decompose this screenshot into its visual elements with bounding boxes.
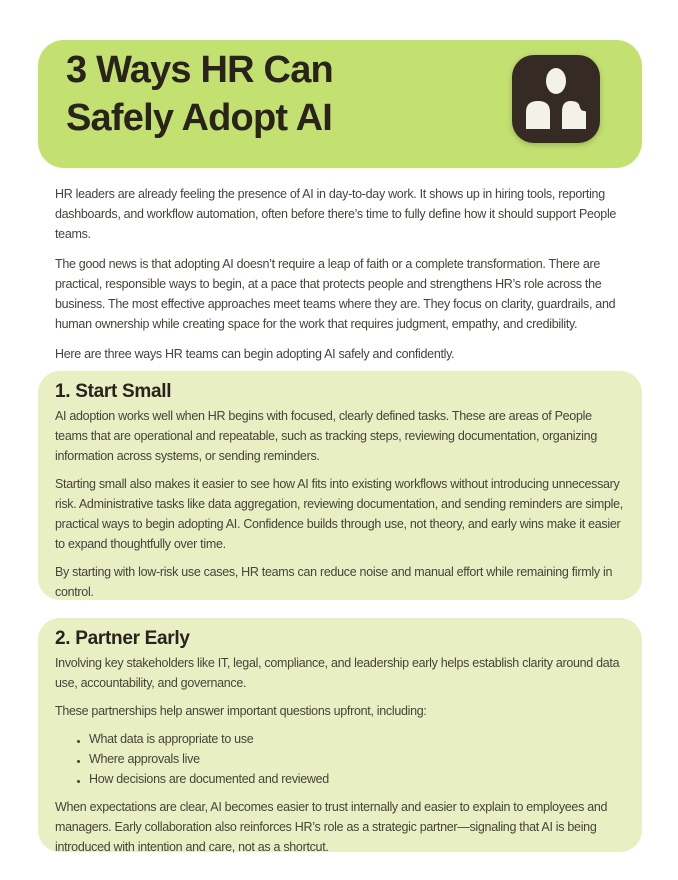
section-number-1: 1.: [55, 381, 71, 402]
bullet-text: What data is appropriate to use: [89, 732, 254, 746]
bullet-item: [55, 769, 627, 789]
section-card-partner-early: [38, 618, 642, 852]
section2-list-intro: These partnerships help answer important questions upfront, including:: [55, 704, 427, 718]
bullet-text: How decisions are documented and reviewed: [89, 772, 329, 786]
section-heading-2: [55, 628, 627, 650]
section1-paragraph-1: AI adoption works well when HR begins with focused, clearly defined tasks. These are areas of People teams that are operational and repeatable, such as tracking steps, reviewing documentation, organizing information across systems, or sending reminders.: [55, 409, 597, 463]
bullet-text: Where approvals live: [89, 752, 200, 766]
page-title-line-2: Safely Adopt AI: [66, 97, 332, 139]
intro-section: [55, 184, 633, 364]
section-title-1: Start Small: [75, 381, 172, 402]
page-title: [66, 46, 333, 142]
section-card-start-small: [38, 371, 642, 600]
intro-paragraph-3: Here are three ways HR teams can begin adopting AI safely and confidently.: [55, 347, 455, 361]
intro-paragraph-2: The good news is that adopting AI doesn’t require a leap of faith or a complete transformation. There are practical, responsible ways to begin, at a pace that protects people and strengthens HR’s role across the business. The most effective approaches meet teams where they are. They focus on clarity, guardrails, and human ownership while creating space for the work that requires judgment, empathy, and credibility.: [55, 257, 616, 331]
brand-logo: [512, 55, 600, 143]
section-title-2: Partner Early: [75, 628, 190, 649]
section2-closing-paragraph: When expectations are clear, AI becomes easier to trust internally and easier to explain to employees and managers. Early collaboration also reinforces HR’s role as a strategic partner—signaling that AI is being introduced with intention and care, not as a shortcut.: [55, 800, 608, 854]
intro-paragraph-1: HR leaders are already feeling the presence of AI in day-to-day work. It shows up in hiring tools, reporting dashboards, and workflow automation, often before there’s time to fully define how it should support People teams.: [55, 187, 617, 241]
bullet-item: [55, 749, 627, 769]
section2-opening-paragraph: Involving key stakeholders like IT, legal, compliance, and leadership early helps establish clarity around data use, accountability, and governance.: [55, 656, 620, 690]
bullet-dot-icon: [77, 780, 80, 783]
page-title-line-1: 3 Ways HR Can: [66, 49, 333, 91]
bullet-list: [55, 729, 627, 789]
bullet-dot-icon: [77, 740, 80, 743]
bullet-item: [55, 729, 627, 749]
header-card: [38, 40, 642, 168]
section-number-2: 2.: [55, 628, 71, 649]
section1-paragraph-2: Starting small also makes it easier to see how AI fits into existing workflows without introducing unnecessary risk. Administrative tasks like data aggregation, reviewing documentation, and sending reminders are simple, practical ways to begin adopting AI. Confidence builds through use, not theory, and early wins make it easier to expand thoughtfully over time.: [55, 477, 623, 551]
bullet-dot-icon: [77, 760, 80, 763]
person-figure-icon: [512, 55, 600, 143]
section1-paragraph-3: By starting with low-risk use cases, HR teams can reduce noise and manual effort while remaining firmly in control.: [55, 565, 613, 599]
section-heading-1: [55, 381, 627, 403]
